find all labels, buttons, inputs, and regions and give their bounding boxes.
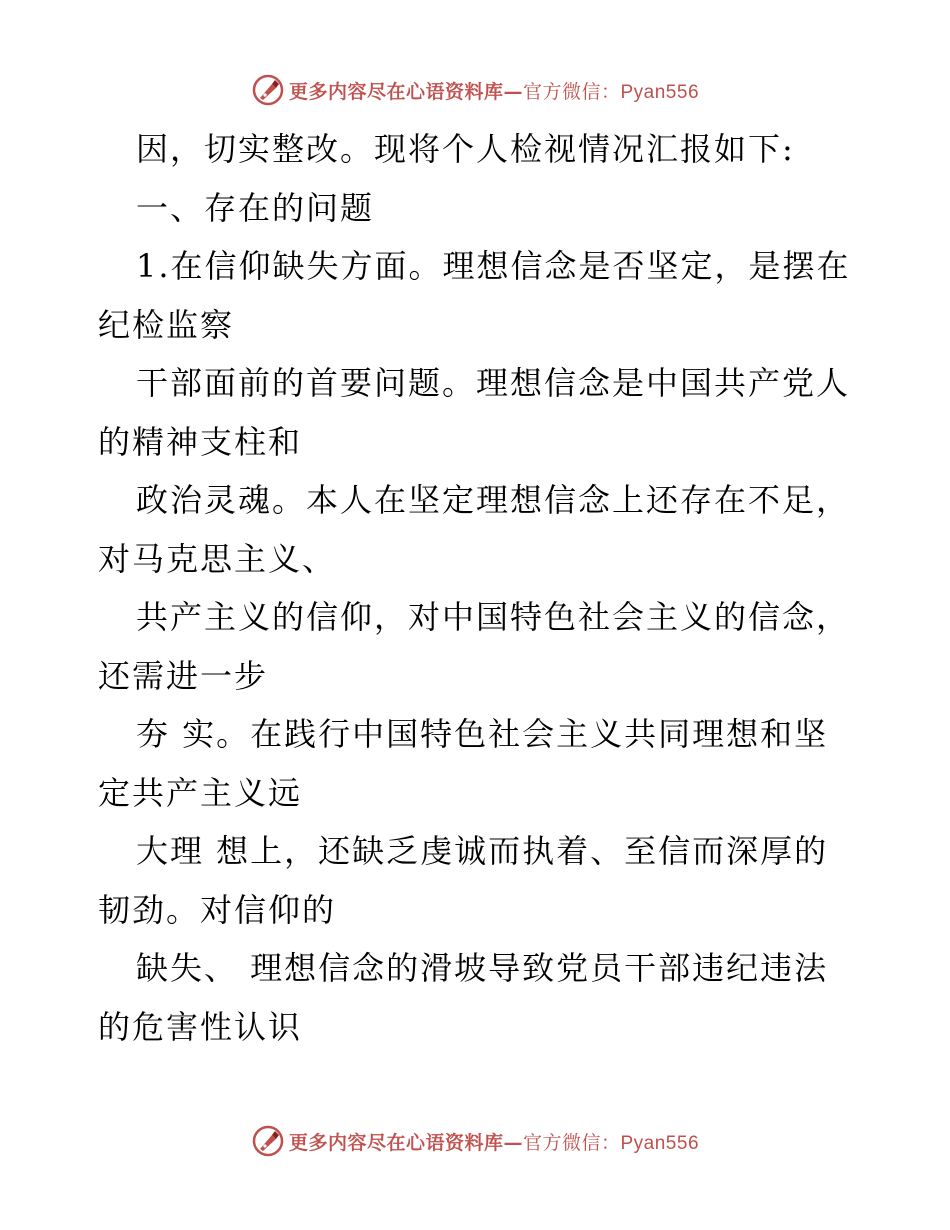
banner-library-text: 更多内容尽在心语资料库 xyxy=(288,80,504,103)
document-body xyxy=(98,120,858,1056)
banner-wechat-id: Pyan556 xyxy=(620,1132,700,1154)
body-line: 缺失、 理想信念的滑坡导致党员干部违纪违法 xyxy=(136,949,829,987)
banner-text xyxy=(289,1128,699,1155)
banner-dash: — xyxy=(503,1131,523,1154)
body-line: 韧劲。对信仰的 xyxy=(98,890,337,929)
header-banner xyxy=(0,70,950,110)
body-line: 因，切实整改。现将个人检视情况汇报如下: xyxy=(136,130,795,168)
body-line: 的危害性认识 xyxy=(98,1007,303,1046)
body-line: 干部面前的首要问题。理想信念是中国共产党人 xyxy=(136,364,851,402)
pen-nib-icon xyxy=(251,73,285,107)
pen-nib-icon xyxy=(251,1124,285,1158)
body-line: 纪检监察 xyxy=(98,305,235,344)
banner-wechat-label: 官方微信： xyxy=(522,1131,621,1154)
body-line: 对马克思主义、 xyxy=(98,539,337,578)
body-line: 夯 实。在践行中国特色社会主义共同理想和坚 xyxy=(136,715,829,753)
body-line: 还需进一步 xyxy=(98,656,269,695)
banner-library-text: 更多内容尽在心语资料库 xyxy=(288,1131,504,1154)
banner-dash: — xyxy=(503,80,523,103)
body-line: 的精神支柱和 xyxy=(98,422,303,461)
section-heading: 一、存在的问题 xyxy=(136,188,375,227)
banner-text xyxy=(289,77,699,104)
banner-wechat-label: 官方微信： xyxy=(522,80,621,103)
body-line: 定共产主义远 xyxy=(98,773,303,812)
banner-wechat-id: Pyan556 xyxy=(620,81,700,103)
body-line: 1.在信仰缺失方面。理想信念是否坚定，是摆在 xyxy=(136,247,851,285)
body-line: 大理 想上，还缺乏虔诚而执着、至信而深厚的 xyxy=(136,832,829,870)
footer-banner xyxy=(0,1121,950,1161)
body-line: 共产主义的信仰，对中国特色社会主义的信念， xyxy=(136,598,851,636)
body-line: 政治灵魂。本人在坚定理想信念上还存在不足， xyxy=(136,481,851,519)
